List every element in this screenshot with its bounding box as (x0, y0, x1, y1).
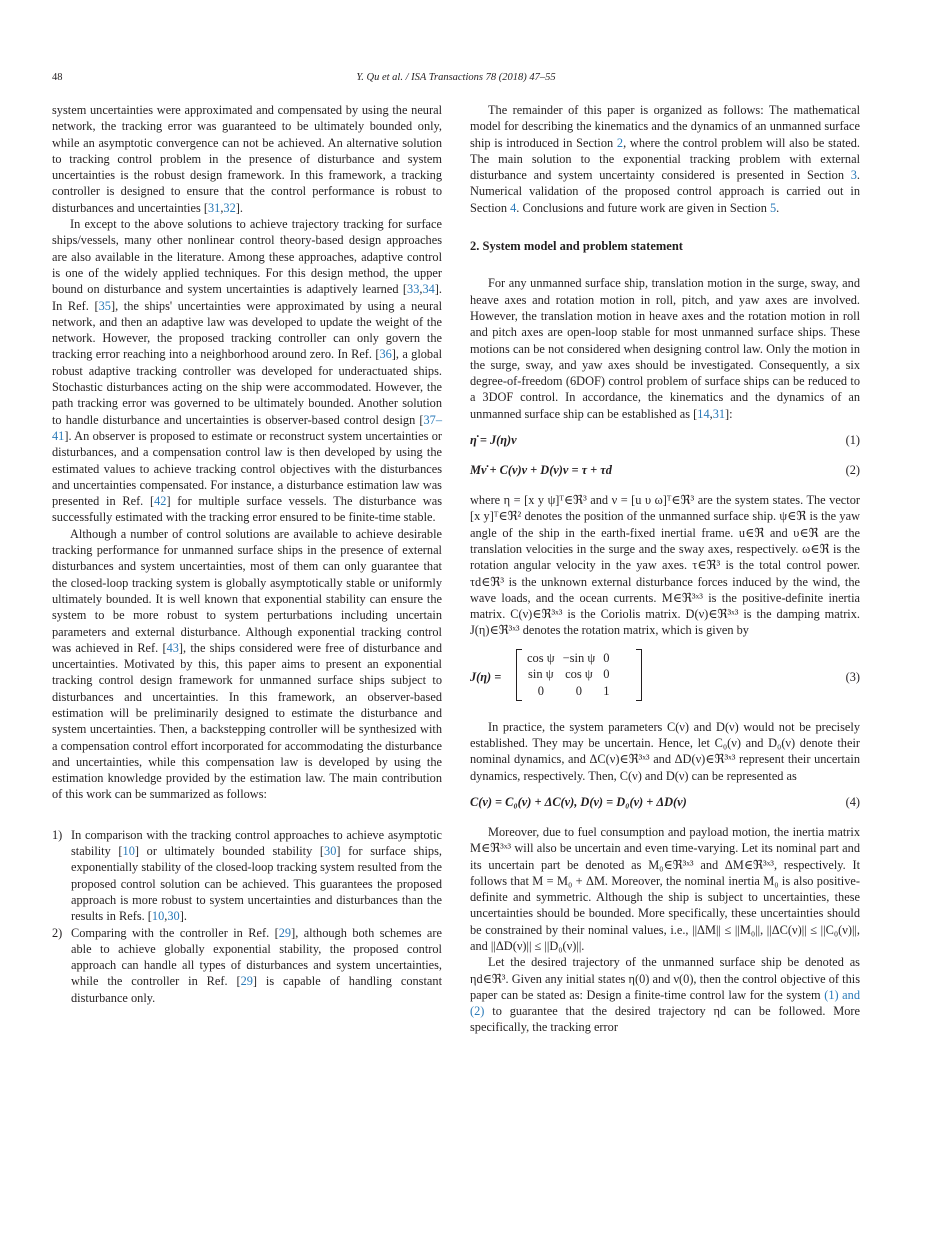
equation-2-body: Mν̇ + C(ν)ν + D(ν)ν = τ + τd (470, 463, 612, 478)
citation-link[interactable]: 30 (324, 844, 337, 859)
section-link[interactable]: 5 (769, 200, 777, 215)
matrix-cell: cos ψ (565, 667, 593, 682)
equation-link[interactable]: (1) and (2) (470, 987, 860, 1019)
equation-2 (470, 462, 860, 480)
list-item: 2) Comparing with the controller in Ref. [29], although both schemes are able to achieve globally exponential stability, the proposed control approach can handle all types of disturbances and system uncertainties, while the controller in Ref. [29] is capable of handling constant disturbance only. (52, 925, 443, 1005)
right-paragraph-4: In practice, the system parameters C(ν) and D(ν) would not be precisely established. They may be uncertain. Hence, let C₀(ν) and D₀(ν) denote their nominal dynamics, and ΔC(ν)∈ℜ³ˣ³ and ΔD(ν)∈ℜ³ˣ³ represent their uncertain dynamics, respectively. Then, C(ν) and D(ν) can be represented as (470, 719, 860, 783)
list-item: 1) In comparison with the tracking control approaches to achieve asymptotic stability [10] or ultimately bounded stability [30] for surface ships, exponentially stability of the closed-loop tracking system resulted from the proposed control solution can be achieved. This guarantees the proposed approach is more robust to system uncertainties and disturbances than the results in Refs. [10,30]. (52, 827, 442, 924)
matrix-cell: 0 (537, 683, 544, 698)
running-title: Y. Qu et al. / ISA Transactions 78 (2018) 47–55 (356, 72, 556, 83)
left-paragraph-3: Although a number of control solutions are available to achieve desirable tracking performance for unmanned surface ships in the presence of external disturbances and system uncertainties, most of them can only guarantee that the closed-loop tracking system is globally asymptotically stable or uniformly ultimately bounded. It is well known that exponential stability can ensure the system to be more robust to system perturbations including uncertain parameters and external disturbance. Although exponential tracking control was achieved in Ref. [43], the ships considered were free of disturbance and uncertainties. Motivated by this, this paper aims to present an exponential tracking control design framework for unmanned surface ships subject to disturbances and uncertainties. In this framework, an observer-based estimation will be preliminarily designed to estimate the disturbance and system uncertainties. Then, a backstepping controller will be synthesized with a compensation control effort incorporated for accommodating the disturbance and uncertainties, while this compensation law is developed by using the estimation knowledge provided by the estimation law. The main contribution of this work can be summarized as follows: (52, 526, 442, 802)
citation-link[interactable]: 30 (167, 909, 180, 924)
citation-link[interactable]: 10 (151, 909, 165, 924)
equation-3 (470, 649, 860, 709)
citation-link[interactable]: 29 (240, 974, 253, 989)
page-number: 48 (52, 72, 63, 83)
citation-link[interactable]: 10 (122, 844, 135, 859)
equation-number: (2) (845, 463, 860, 478)
equation-number: (1) (845, 433, 860, 448)
matrix-cell: cos ψ (527, 650, 555, 665)
rotation-matrix (516, 649, 642, 701)
citation-link[interactable]: 36 (379, 347, 392, 362)
citation-link[interactable]: 32 (223, 200, 236, 215)
matrix-cell: 0 (575, 683, 583, 698)
citation-link[interactable]: 31 (207, 200, 221, 215)
citation-link[interactable]: 34 (422, 282, 435, 297)
citation-link[interactable]: 43 (166, 640, 179, 655)
right-paragraph-5: Moreover, due to fuel consumption and payload motion, the inertia matrix M∈ℜ³ˣ³ will also be uncertain and even time-varying. Let its nominal part and its uncertain part be denoted as M₀∈ℜ³ˣ³ and ΔM∈ℜ³ˣ³, respectively. It follows that M = M₀ + ΔM. Moreover, the nominal inertia M₀ is also positive-definite and symmetric. Although the ship is subject to uncertainties, these uncertainties should be bounded. More specifically, these uncertainties should be constrained by their nominal values, i.e., ||ΔM|| ≤ ||M₀||, ||ΔC(ν)|| ≤ ||C₀(ν)||, and ||ΔD(ν)|| ≤ ||D₀(ν)||. (470, 824, 860, 953)
equation-1 (470, 432, 860, 450)
equation-4-body: C(ν) = C₀(ν) + ΔC(ν), D(ν) = D₀(ν) + ΔD(ν) (470, 794, 687, 809)
right-paragraph-1: The remainder of this paper is organized as follows: The mathematical model for describing the kinematics and the dynamics of an unmanned surface ship is introduced in Section 2, where the control problem will also be stated. The main solution to the exponential tracking problem with external disturbance and system uncertainty considered is presented in Section 3. Numerical validation of the proposed control approach is carried out in Section 4. Conclusions and future work are given in Section 5. (470, 103, 860, 215)
right-column (470, 102, 860, 1036)
equation-3-lhs: J(η) = (470, 669, 502, 684)
left-paragraph-1: system uncertainties were approximated and compensated by using the neural network, the tracking error was guaranteed to be ultimately bounded only, while an asymptotic convergence can not be achieved. An alternative solution to tracking control problem in the presence of disturbance and system uncertainties is the robust design framework. In this framework, a tracking controller is designed to ensure that the control performance is robust to disturbances and uncertainties [31,32]. (52, 103, 442, 215)
citation-link[interactable]: 37–41 (52, 412, 442, 443)
matrix-cell: sin ψ (528, 667, 554, 682)
matrix-cell: 1 (603, 683, 610, 698)
matrix-cell: 0 (603, 650, 610, 665)
citation-link[interactable]: 35 (98, 298, 111, 313)
contribution-list (52, 827, 442, 1006)
left-column (52, 102, 442, 1006)
section-link[interactable]: 2 (616, 135, 624, 150)
citation-link[interactable]: 31 (712, 406, 726, 421)
equation-number: (4) (845, 794, 860, 809)
citation-link[interactable]: 14 (697, 406, 710, 421)
right-paragraph-2: For any unmanned surface ship, translation motion in the surge, sway, and heave axes and rotation motion in roll, pitch, and yaw axes are involved. However, the translation motion in heave axes and the rotation motion in roll and pitch axes are open-loop stable for most unmanned surface ships. These motions can be not considered when designing control law. Only the motion in the surge, sway, and yaw axes should be investigated. Consequently, a six degree-of-freedom (6DOF) control problem of surface ships can be reduced to a 3DOF control. In accordance, the kinematics and the dynamics of an unmanned surface ship can be established as [14,31]: (470, 276, 860, 421)
section-link[interactable]: 4 (510, 200, 517, 215)
matrix-cell: 0 (603, 667, 610, 682)
citation-link[interactable]: 33 (407, 282, 420, 297)
page-header (52, 72, 860, 88)
equation-number: (3) (845, 669, 860, 684)
citation-link[interactable]: 42 (154, 494, 167, 509)
right-paragraph-6: Let the desired trajectory of the unmanned surface ship be denoted as ηd∈ℜ³. Given any initial states η(0) and ν(0), then the control objective of this paper can be stated as: Design a finite-time control law for the system (1) and (2) to guarantee that the desired trajectory ηd can be followed. More specifically, the tracking error (470, 955, 860, 1035)
section-heading: 2. System model and problem statement (470, 239, 683, 254)
right-paragraph-3: where η = [x y ψ]ᵀ∈ℜ³ and ν = [u υ ω]ᵀ∈ℜ³ are the system states. The vector [x y]ᵀ∈ℜ² denotes the position of the unmanned surface ship. ψ∈ℜ is the yaw angle of the ship in the earth-fixed inertial frame. u∈ℜ and υ∈ℜ are the translation velocities in the surge and the sway axes, respectively. ω∈ℜ is the rotation angular velocity in the yaw axes. τ∈ℜ³ is the total control power. τd∈ℜ³ is the unknown external disturbance forces induced by the wind, the wave loads, and the ocean currents. M∈ℜ³ˣ³ is the positive-definite inertia matrix. C(ν)∈ℜ³ˣ³ is the Coriolis matrix. D(ν)∈ℜ³ˣ³ is the damping matrix. J(η)∈ℜ³ˣ³ denotes the rotation matrix, which is given by (470, 493, 860, 638)
left-paragraph-2: In except to the above solutions to achieve trajectory tracking for surface ships/vessels, many other nonlinear control theory-based design approaches are also available in the literature. Among these approaches, adaptive control is one of the widely applied techniques. For this design method, the upper bound on disturbance and system uncertainties is adaptively learned [33,34]. In Ref. [35], the ships' uncertainties were approximated by using a neural network, and then an adaptive law was developed to update the weight of the network. However, the proposed tracking controller can only govern the tracking error reaching into a neighborhood around zero. In Ref. [36], a global robust adaptive tracking controller was developed for underactuated ships. Stochastic disturbances acting on the ship were accommodated. However, the path tracking error was governed to be ultimately bounded. Another solution to handle disturbance and uncertainties is observer-based control design [37–41]. An observer is proposed to estimate or reconstruct system uncertainties or disturbances, and a compensation control law is then developed by using the estimated values to achieve tracking control objectives with the disturbances and uncertainties compensated. For instance, a disturbance estimation law was presented in Ref. [42] for multiple surface vessels. The disturbance was successfully estimated with the tracking error ensured to be finite-time stable. (52, 217, 442, 525)
section-link[interactable]: 3 (850, 168, 857, 183)
equation-1-body: η̇ = J(η)ν (470, 433, 517, 448)
matrix-cell: −sin ψ (562, 650, 596, 665)
citation-link[interactable]: 29 (278, 925, 292, 940)
equation-4 (470, 794, 860, 812)
